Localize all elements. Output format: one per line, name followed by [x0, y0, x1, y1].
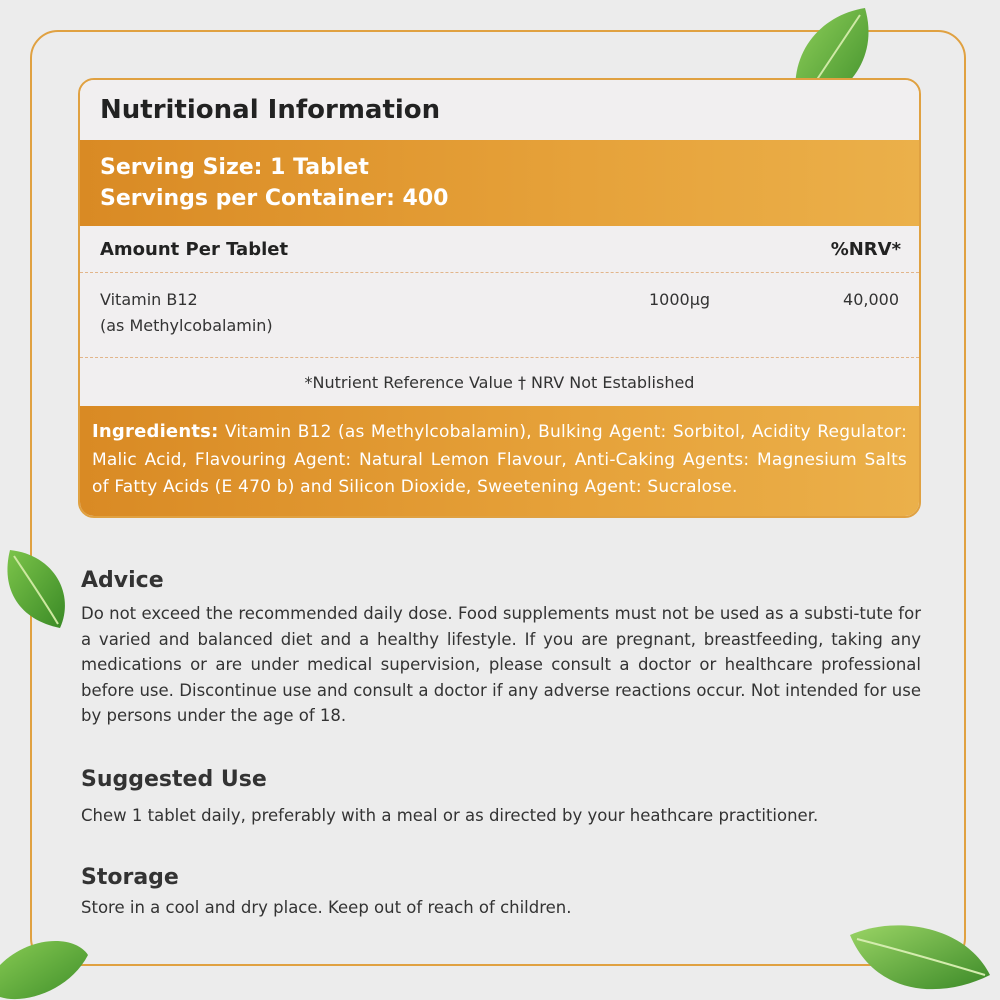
nrv-header: %NRV* [830, 238, 901, 260]
serving-size: Serving Size: 1 Tablet [100, 155, 369, 180]
leaf-icon [0, 540, 75, 635]
leaf-icon [0, 935, 90, 1000]
nutrient-nrv: 40,000 [843, 290, 899, 309]
advice-heading: Advice [81, 568, 164, 593]
ingredients-text: Vitamin B12 (as Methylcobalamin), Bulking Agent: Sorbitol, Acidity Regulator: Malic Acid, Flavouring Agent: Natural Lemon Flavour, Anti-Caking Agents: Magnesium Salts of Fatty Acids (E 470 b) and Silicon Dioxide, Sweetening Agent: Sucralose. [92, 422, 908, 497]
nutrient-amount: 1000µg [649, 290, 711, 309]
nutrient-name [100, 287, 649, 341]
ingredients-block [80, 406, 919, 516]
nutrient-name-line2: (as Methylcobalamin) [100, 316, 273, 335]
leaf-icon [845, 915, 995, 1000]
nrv-footnote: *Nutrient Reference Value † NRV Not Established [304, 372, 695, 392]
suggested-use-heading: Suggested Use [81, 767, 267, 792]
serving-info [80, 140, 919, 226]
nutrition-panel [78, 78, 921, 518]
storage-heading: Storage [81, 865, 179, 890]
advice-section [81, 568, 921, 729]
suggested-use-text: Chew 1 tablet daily, preferably with a meal or as directed by your heathcare practitioner. [81, 806, 819, 825]
amount-header-row [80, 226, 919, 273]
suggested-use-section [81, 767, 921, 825]
nutrient-row [80, 273, 919, 358]
nutrient-name-line1: Vitamin B12 [100, 290, 198, 309]
advice-text: Do not exceed the recommended daily dose. Food supplements must not be used as a substi-tute for a varied and balanced diet and a healthy lifestyle. If you are pregnant, breastfeeding, taking any medications or are under medical supervision, please consult a doctor or healthcare professional before use. Discontinue use and consult a doctor if any adverse reactions occur. Not intended for use by persons under the age of 18. [81, 604, 921, 725]
servings-per-container: Servings per Container: 400 [100, 186, 449, 211]
storage-section [81, 865, 921, 917]
panel-title: Nutritional Information [80, 80, 919, 140]
amount-header: Amount Per Tablet [100, 238, 289, 260]
storage-text: Store in a cool and dry place. Keep out of reach of children. [81, 898, 572, 917]
ingredients-label: Ingredients: [92, 421, 219, 442]
